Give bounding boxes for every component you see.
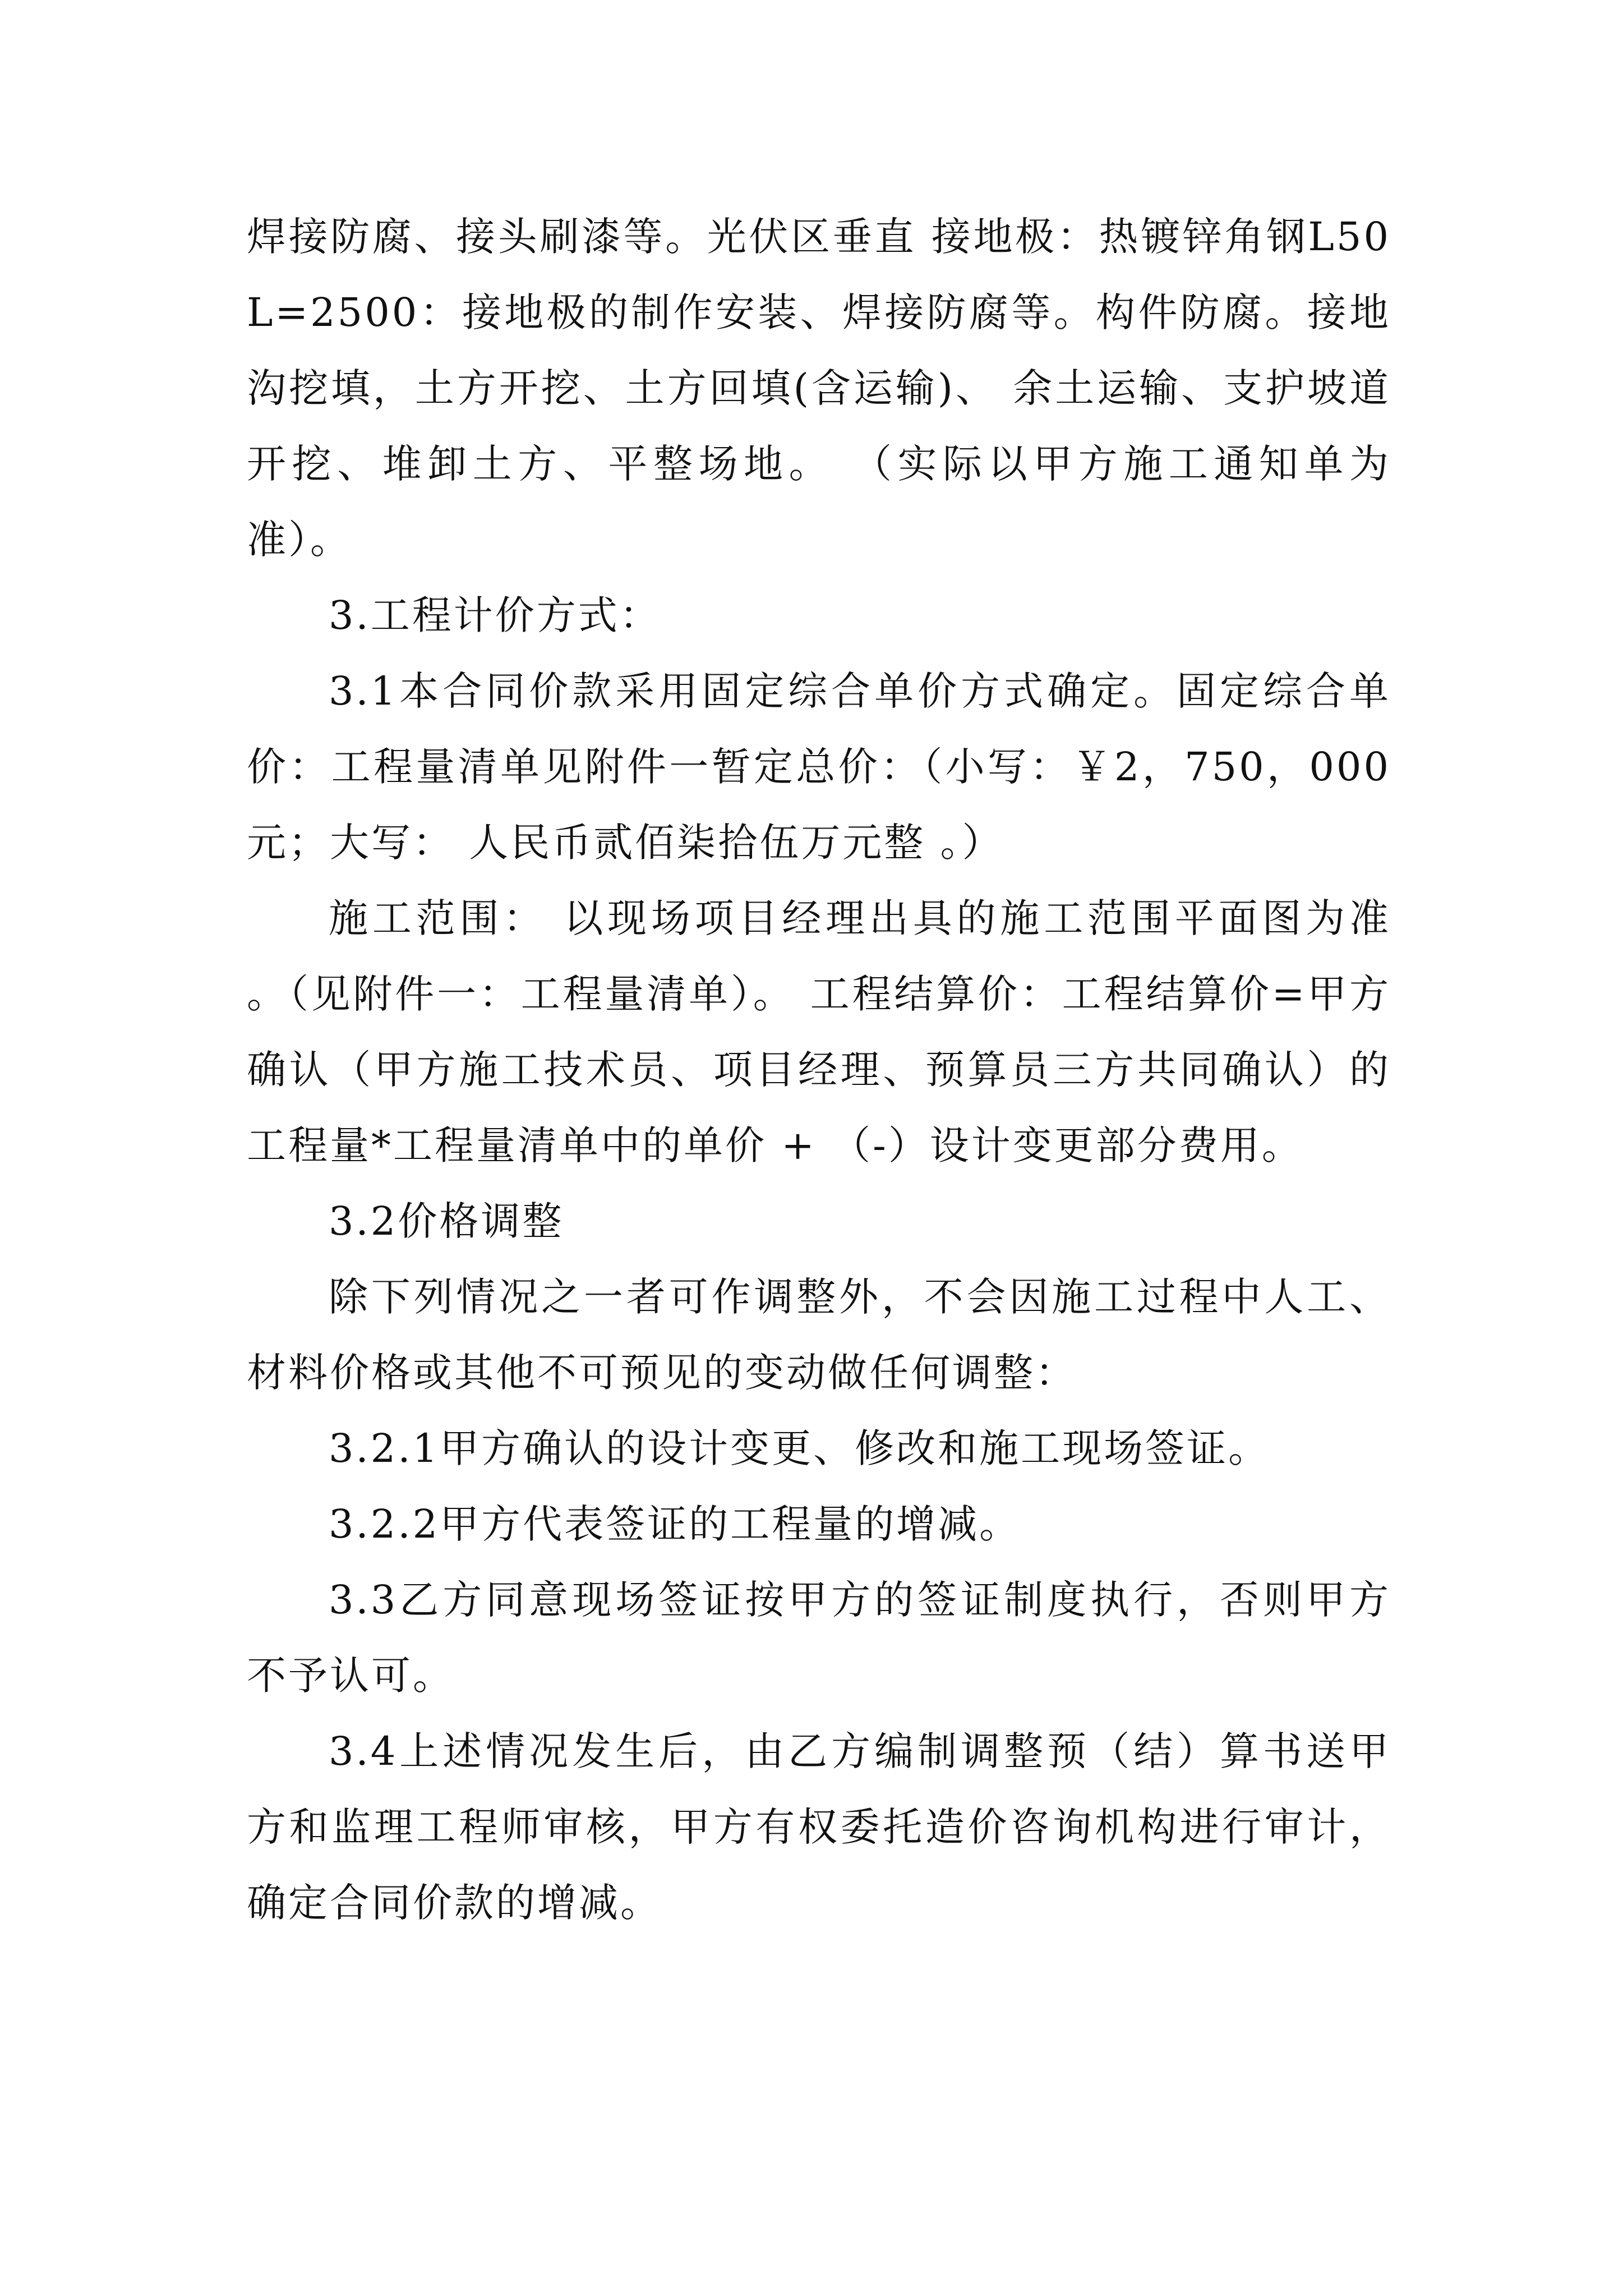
section-heading-price-adjustment: 3.2价格调整 — [329, 1198, 564, 1244]
document-body — [247, 199, 1391, 1941]
clause-3-3: 3.3乙方同意现场签证按甲方的签证制度执行，否则甲方不予认可。 — [247, 1577, 1391, 1699]
paragraph-adjustment-conditions: 除下列情况之一者可作调整外，不会因施工过程中人工、材料价格或其他不可预见的变动做任何调整： — [247, 1274, 1391, 1396]
paragraph-construction-scope: 施工范围： 以现场项目经理出具的施工范围平面图为准 。（见附件一：工程量清单）。 工程结算价：工程结算价=甲方确认（甲方施工技术员、项目经理、预算员三方共同确认）的工程量*工程量清单中的单价 + （-）设计变更部分费用。 — [247, 895, 1391, 1168]
paragraph-fixed-unit-price: 3.1本合同价款采用固定综合单价方式确定。固定综合单价：工程量清单见附件一暂定总价：（小写：￥2，750，000元；大写： 人民币贰佰柒拾伍万元整 。） — [247, 668, 1391, 866]
section-heading-pricing-method: 3.工程计价方式： — [329, 592, 661, 638]
clause-3-2-1: 3.2.1甲方确认的设计变更、修改和施工现场签证。 — [329, 1425, 1270, 1471]
clause-3-4: 3.4上述情况发生后，由乙方编制调整预（结）算书送甲方和监理工程师审核，甲方有权委托造价咨询机构进行审计，确定合同价款的增减。 — [247, 1728, 1391, 1926]
paragraph-scope-continued: 焊接防腐、接头刷漆等。光伏区垂直 接地极：热镀锌角钢L50 L=2500：接地极的制作安装、焊接防腐等。构件防腐。接地沟挖填，土方开挖、土方回填(含运输)、 余土运输、支护坡道开挖、堆卸土方、平整场地。 （实际以甲方施工通知单为准）。 — [247, 214, 1391, 563]
clause-3-2-2: 3.2.2甲方代表签证的工程量的增减。 — [329, 1501, 1021, 1547]
